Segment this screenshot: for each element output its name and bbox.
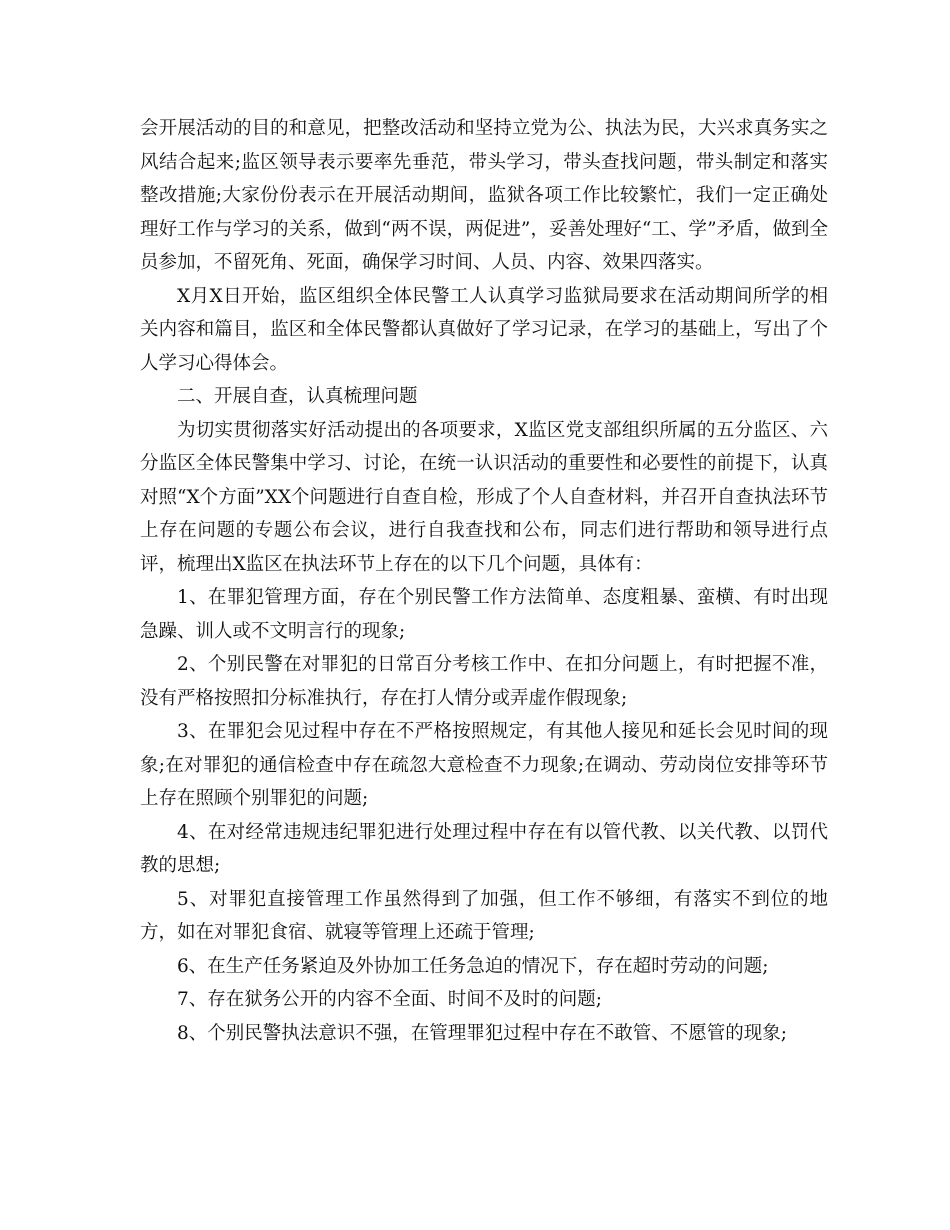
list-item-issue-6: 6、在生产任务紧迫及外协加工任务急迫的情况下，存在超时劳动的问题; (177, 955, 769, 977)
paragraph-activity-purpose: 会开展活动的目的和意见，把整改活动和坚持立党为公、执法为民，大兴求真务实之风结合起来;监区领导表示要率先垂范，带头学习，带头查找问题，带头制定和落实整改措施;大家份份表示在开展活动期间，监狱各项工作比较繁忙，我们一定正确处理好工作与学习的关系，做到“两不误，两促进”，妥善处理好“工、学”矛盾，做到全员参加，不留死角、死面，确保学习时间、人员、内容、效果四落实。 (140, 118, 828, 273)
list-item-issue-5: 5、对罪犯直接管理工作虽然得到了加强，但工作不够细，有落实不到位的地方，如在对罪犯食宿、就寝等管理上还疏于管理; (140, 888, 828, 943)
list-item-issue-3: 3、在罪犯会见过程中存在不严格按照规定，有其他人接见和延长会见时间的现象;在对罪犯的通信检查中存在疏忽大意检查不力现象;在调动、劳动岗位安排等环节上存在照顾个别罪犯的问题; (140, 721, 828, 809)
list-item-issue-2: 2、个别民警在对罪犯的日常百分考核工作中、在扣分问题上，有时把握不准，没有严格按照扣分标准执行，存在打人情分或弄虚作假现象; (140, 654, 828, 709)
paragraph-self-check-details: 为切实贯彻落实好活动提出的各项要求，X监区党支部组织所属的五分监区、六分监区全体民警集中学习、讨论，在统一认识活动的重要性和必要性的前提下，认真对照“X个方面”XX个问题进行自查自检，形成了个人自查材料，并召开自查执法环节上存在问题的专题公布会议，进行自我查找和公布，同志们进行帮助和领导进行点评，梳理出X监区在执法环节上存在的以下几个问题，具体有： (140, 419, 828, 575)
list-item-issue-4: 4、在对经常违规违纪罪犯进行处理过程中存在有以管代教、以关代教、以罚代教的思想; (140, 821, 828, 876)
list-item-issue-1: 1、在罪犯管理方面，存在个别民警工作方法简单、态度粗暴、蛮横、有时出现急躁、训人或不文明言行的现象; (140, 587, 828, 642)
document-page (140, 112, 828, 1050)
list-item-issue-7: 7、存在狱务公开的内容不全面、时间不及时的问题; (177, 989, 603, 1010)
section-heading-self-check: 二、开展自查，认真梳理问题 (177, 386, 418, 407)
list-item-issue-8: 8、个别民警执法意识不强，在管理罪犯过程中存在不敢管、不愿管的现象; (177, 1022, 788, 1044)
paragraph-study-start: X月X日开始，监区组织全体民警工人认真学习监狱局要求在活动期间所学的相关内容和篇目，监区和全体民警都认真做好了学习记录，在学习的基础上，写出了个人学习心得体会。 (140, 285, 828, 374)
